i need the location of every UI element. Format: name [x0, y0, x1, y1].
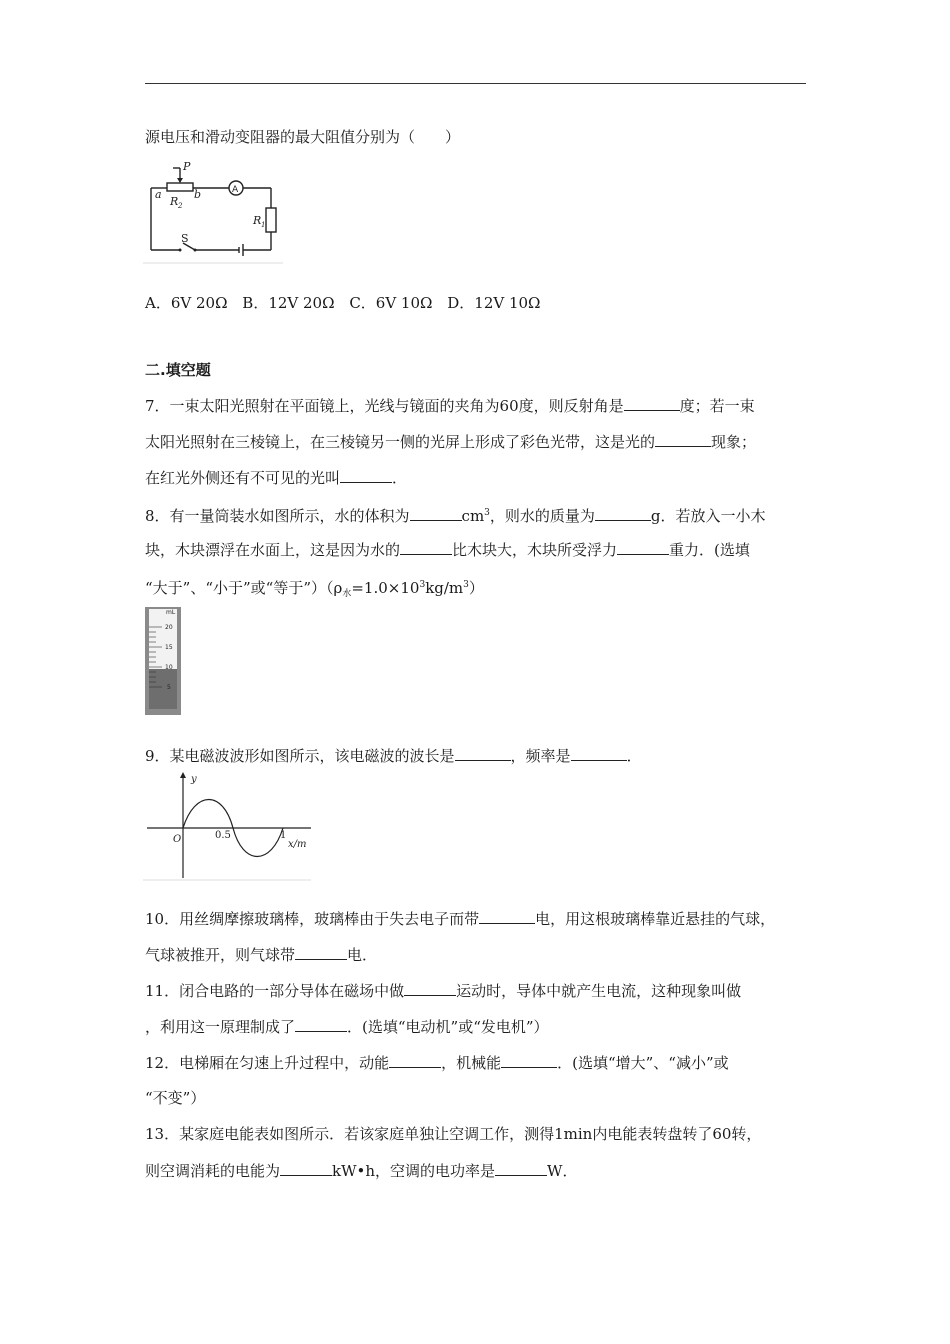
q12-line-1: 12．电梯厢在匀速上升过程中，动能 ，机械能 ．(选填“增大”、“减小”或 — [145, 1054, 729, 1072]
circuit-diagram — [143, 158, 285, 264]
answer-blank[interactable] — [595, 505, 651, 521]
circuit-label-r2-sub: 2 — [178, 202, 183, 210]
cylinder-unit: mL — [166, 609, 176, 616]
section-title: 二.填空题 — [145, 361, 211, 379]
q6-tail-text: 源电压和滑动变阻器的最大阻值分别为（ ） — [145, 128, 461, 146]
q7-line-2: 太阳光照射在三棱镜上，在三棱镜另一侧的光屏上形成了彩色光带，这是光的 现象； — [145, 433, 757, 451]
q8-line-1: 8．有一量筒装水如图所示，水的体积为 $cm^3$，则水的质量为 g．若放入一小木 — [145, 507, 766, 525]
answer-blank[interactable] — [501, 1052, 557, 1068]
q11-line-2: ，利用这一原理制成了 ．(选填“电动机”或“发电机”） — [145, 1018, 549, 1036]
option-a: A．6V 20Ω — [145, 294, 228, 312]
wave-one: 1 — [280, 830, 287, 841]
wave-x-label: x/m — [288, 839, 307, 850]
q7-line-1: 7．一束太阳光照射在平面镜上，光线与镜面的夹角为60度，则反射角是 度；若一束 — [145, 397, 755, 415]
circuit-label-b: b — [194, 188, 202, 201]
q13-line-1: 13．某家庭电能表如图所示．若该家庭单独让空调工作，测得1min内电能表转盘转了60转， — [145, 1125, 762, 1143]
cylinder-tick-10: 10 — [165, 664, 173, 671]
ammeter-symbol: A — [232, 185, 239, 195]
answer-blank[interactable] — [624, 395, 680, 411]
answer-blank[interactable] — [479, 908, 535, 924]
wave-half: 0.5 — [215, 830, 231, 841]
cylinder-tick-5: 5 — [167, 684, 171, 691]
answer-blank[interactable] — [404, 980, 456, 996]
circuit-label-a: a — [155, 188, 162, 201]
q13-line-2: 则空调消耗的电能为 kW•h，空调的电功率是 W． — [145, 1162, 578, 1180]
answer-blank[interactable] — [389, 1052, 441, 1068]
q7-line-3: 在红光外侧还有不可见的光叫 ． — [145, 469, 408, 487]
circuit-label-r2: R — [170, 195, 179, 208]
circuit-label-p: P — [183, 160, 191, 173]
q6-options — [145, 293, 551, 313]
answer-blank[interactable] — [400, 539, 452, 555]
cylinder-tick-20: 20 — [165, 624, 173, 631]
answer-blank[interactable] — [280, 1160, 332, 1176]
wave-y-label: y — [191, 774, 197, 785]
answer-blank[interactable] — [410, 505, 462, 521]
circuit-label-s: S — [181, 232, 189, 245]
answer-blank[interactable] — [340, 467, 392, 483]
option-d: D．12V 10Ω — [447, 294, 541, 312]
answer-blank[interactable] — [295, 944, 347, 960]
answer-blank[interactable] — [571, 745, 627, 761]
circuit-label-r1: R — [253, 214, 262, 227]
cylinder-tick-15: 15 — [165, 644, 173, 651]
answer-blank[interactable] — [655, 431, 711, 447]
option-c: C．6V 10Ω — [349, 294, 433, 312]
q8-line-2: 块，木块漂浮在水面上，这是因为水的 比木块大，木块所受浮力 重力．(选填 — [145, 541, 750, 559]
answer-blank[interactable] — [295, 1016, 347, 1032]
circuit-label-r1-sub: 1 — [261, 221, 266, 229]
q11-line-1: 11．闭合电路的一部分导体在磁场中做 运动时，导体中就产生电流，这种现象叫做 — [145, 982, 742, 1000]
answer-blank[interactable] — [455, 745, 511, 761]
q9-line: 9．某电磁波波形如图所示，该电磁波的波长是 ，频率是 ． — [145, 747, 642, 765]
answer-blank[interactable] — [495, 1160, 547, 1176]
water-column — [149, 669, 177, 709]
wave-origin: O — [173, 834, 182, 845]
q10-line-2: 气球被推开，则气球带 电． — [145, 946, 378, 964]
graduated-cylinder — [144, 605, 184, 717]
q10-line-1: 10．用丝绸摩擦玻璃棒，玻璃棒由于失去电子而带 电，用这根玻璃棒靠近悬挂的气球， — [145, 910, 776, 928]
wave-diagram — [143, 770, 313, 882]
header-rule — [145, 83, 806, 84]
answer-blank[interactable] — [617, 539, 669, 555]
q8-line-3: “大于”、“小于”或“等于$”)(\rho_水=1.0\times 10^3kg/m^3)$ — [145, 579, 484, 599]
option-b: B．12V 20Ω — [242, 294, 335, 312]
q12-line-2: “不变”） — [145, 1089, 206, 1107]
